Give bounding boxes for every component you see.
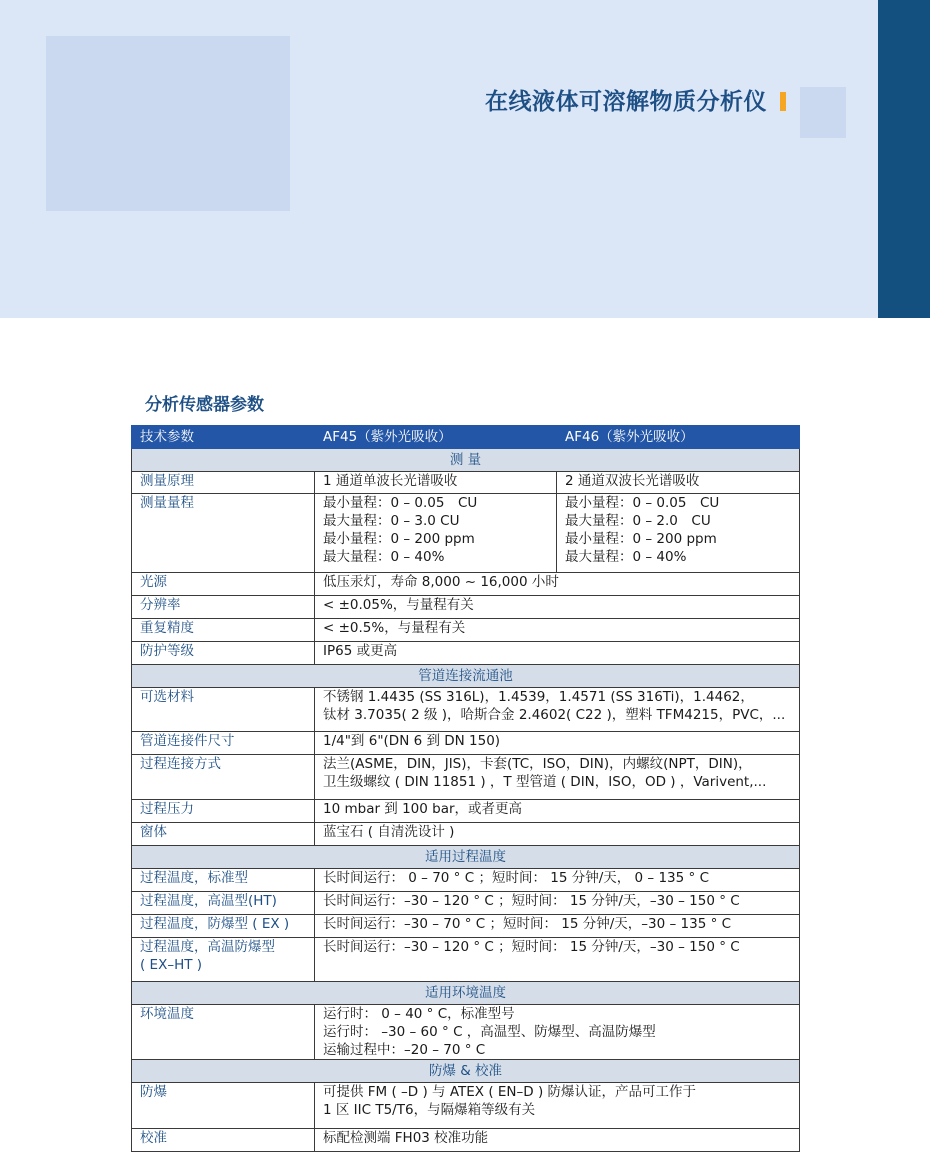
- row-label: 测量原理: [132, 472, 315, 494]
- section-label: 防爆 & 校准: [132, 1060, 800, 1083]
- table-row: [132, 892, 800, 915]
- table-row: [132, 596, 800, 619]
- table-row: [132, 755, 800, 800]
- table-row: [132, 619, 800, 642]
- table-row: [132, 494, 800, 573]
- cell-line: 最小量程：0 – 200 ppm: [323, 531, 475, 547]
- table-row: [132, 688, 800, 732]
- row-label: 重复精度: [132, 619, 315, 642]
- table-row: [132, 938, 800, 982]
- cell-af46: [557, 494, 800, 573]
- section-label: 测 量: [132, 449, 800, 472]
- row-label: 过程温度，防爆型 ( EX ): [132, 915, 315, 938]
- section-row-ex-cal: [132, 1060, 800, 1083]
- page-title: 在线液体可溶解物质分析仪: [485, 89, 767, 115]
- cell-line: 运行时： –30 – 60 ° C ，高温型、防爆型、高温防爆型: [323, 1024, 656, 1040]
- cell-line: 1 区 IIC T5/T6，与隔爆箱等级有关: [323, 1102, 536, 1118]
- banner-decor-box: [46, 36, 290, 211]
- cell-value: [315, 1005, 800, 1060]
- cell-value: 标配检测端 FH03 校准功能: [315, 1129, 800, 1152]
- banner-side-stripe: [878, 0, 930, 318]
- row-label: 过程温度，标准型: [132, 869, 315, 892]
- section-label: 适用过程温度: [132, 846, 800, 869]
- table-row: [132, 573, 800, 596]
- row-label: 防护等级: [132, 642, 315, 665]
- section-row-process-temp: [132, 846, 800, 869]
- cell-line: 最大量程：0 – 3.0 CU: [323, 513, 460, 529]
- row-label: 管道连接件尺寸: [132, 732, 315, 755]
- table-row: [132, 800, 800, 823]
- table-row: [132, 1129, 800, 1152]
- cell-value: 长时间运行： 0 – 70 ° C ；短时间： 15 分钟/天， 0 – 135 ° C: [315, 869, 800, 892]
- cell-line: 钛材 3.7035( 2 级 )，哈斯合金 2.4602( C22 )，塑料 TFM4215，PVC，...: [323, 707, 786, 723]
- header-af46: AF46（紫外光吸收）: [557, 426, 800, 449]
- row-label: 窗体: [132, 823, 315, 846]
- section-label: 管道连接流通池: [132, 665, 800, 688]
- cell-line: 卫生级螺纹 ( DIN 11851 ) ，T 型管道 ( DIN，ISO，OD ) ，Varivent,...: [323, 774, 767, 790]
- cell-line: 可提供 FM ( –D ) 与 ATEX ( EN–D ) 防爆认证，产品可工作于: [323, 1084, 697, 1100]
- row-label: 过程连接方式: [132, 755, 315, 800]
- cell-value: 10 mbar 到 100 bar，或者更高: [315, 800, 800, 823]
- cell-af45: [315, 494, 557, 573]
- section-label: 适用环境温度: [132, 982, 800, 1005]
- section-row-env-temp: [132, 982, 800, 1005]
- cell-value: < ±0.05%，与量程有关: [315, 596, 800, 619]
- cell-value: 蓝宝石 ( 自清洗设计 ): [315, 823, 800, 846]
- cell-value: 长时间运行：–30 – 120 ° C ；短时间： 15 分钟/天，–30 – 150 ° C: [315, 892, 800, 915]
- cell-line: 运输过程中：–20 – 70 ° C: [323, 1042, 486, 1058]
- cell-line: 最大量程：0 – 40%: [565, 549, 687, 565]
- table-row: [132, 1083, 800, 1129]
- table-row: [132, 642, 800, 665]
- cell-af45: 1 通道单波长光谱吸收: [315, 472, 557, 494]
- row-label: 可选材料: [132, 688, 315, 732]
- table-header-row: [132, 426, 800, 449]
- row-label: 过程压力: [132, 800, 315, 823]
- label-line: ( EX–HT ): [140, 957, 203, 973]
- title-accent-bar: [780, 92, 786, 111]
- cell-line: 不锈钢 1.4435 (SS 316L)，1.4539，1.4571 (SS 316Ti)，1.4462，: [323, 689, 754, 705]
- cell-line: 最小量程：0 – 200 ppm: [565, 531, 717, 547]
- cell-value: [315, 688, 800, 732]
- section-title: 分析传感器参数: [145, 395, 264, 415]
- cell-value: 1/4"到 6"(DN 6 到 DN 150): [315, 732, 800, 755]
- cell-value: [315, 1083, 800, 1129]
- table-row: [132, 1005, 800, 1060]
- section-row-pipe: [132, 665, 800, 688]
- spec-table: [131, 425, 800, 1152]
- header-param: 技术参数: [132, 426, 315, 449]
- cell-line: 最小量程：0 – 0.05 CU: [323, 495, 478, 511]
- row-label: 分辨率: [132, 596, 315, 619]
- table-row: [132, 472, 800, 494]
- row-label: 光源: [132, 573, 315, 596]
- cell-line: 运行时： 0 – 40 ° C，标准型号: [323, 1006, 515, 1022]
- table-row: [132, 915, 800, 938]
- table-row: [132, 732, 800, 755]
- cell-line: 最大量程：0 – 40%: [323, 549, 445, 565]
- cell-line: 法兰(ASME，DIN，JIS)，卡套(TC，ISO，DIN)，内螺纹(NPT，DIN)，: [323, 756, 752, 772]
- row-label: 校准: [132, 1129, 315, 1152]
- cell-line: 最大量程：0 – 2.0 CU: [565, 513, 711, 529]
- cell-af46: 2 通道双波长光谱吸收: [557, 472, 800, 494]
- cell-value: 长时间运行：–30 – 120 ° C ；短时间： 15 分钟/天，–30 – 150 ° C: [315, 938, 800, 982]
- table-row: [132, 823, 800, 846]
- label-line: 过程温度，高温防爆型: [140, 939, 275, 955]
- cell-value: 低压汞灯，寿命 8,000 ~ 16,000 小时: [315, 573, 800, 596]
- row-label: 环境温度: [132, 1005, 315, 1060]
- cell-line: 最小量程：0 – 0.05 CU: [565, 495, 720, 511]
- row-label: 防爆: [132, 1083, 315, 1129]
- cell-value: IP65 或更高: [315, 642, 800, 665]
- cell-value: 长时间运行：–30 – 70 ° C ；短时间： 15 分钟/天，–30 – 135 ° C: [315, 915, 800, 938]
- header-af45: AF45（紫外光吸收）: [315, 426, 557, 449]
- cell-value: [315, 755, 800, 800]
- section-row-measure: [132, 449, 800, 472]
- table-row: [132, 869, 800, 892]
- row-label: [132, 938, 315, 982]
- cell-value: < ±0.5%，与量程有关: [315, 619, 800, 642]
- row-label: 测量量程: [132, 494, 315, 573]
- banner-decor-square: [800, 87, 846, 138]
- row-label: 过程温度，高温型(HT): [132, 892, 315, 915]
